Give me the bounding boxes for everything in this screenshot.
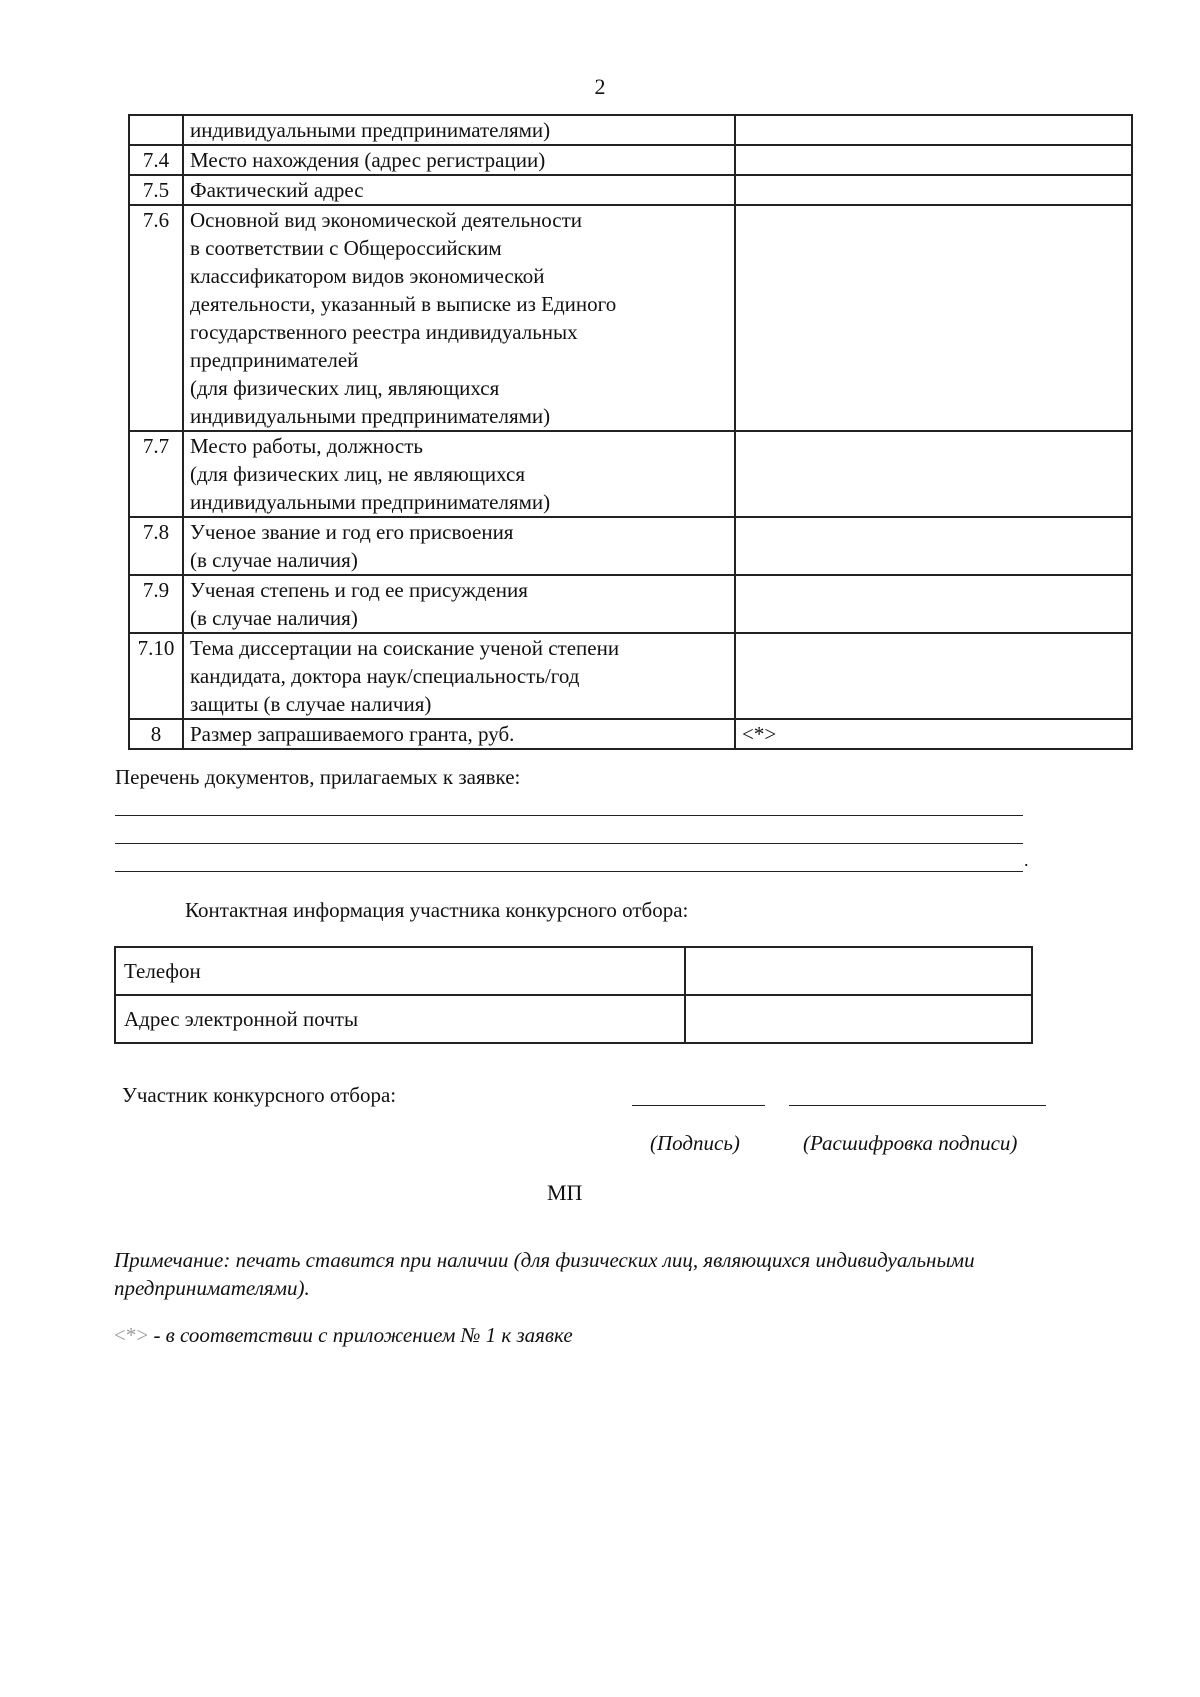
row-value-field[interactable] (735, 175, 1132, 205)
row-value-field[interactable] (735, 517, 1132, 575)
participant-label: Участник конкурсного отбора: (122, 1083, 397, 1107)
table-row (115, 947, 1032, 995)
page-number: 2 (594, 74, 606, 99)
row-number: 7.5 (129, 175, 183, 205)
documents-line-2[interactable] (115, 843, 1023, 844)
footnote-text: - в соответствии с приложением № 1 к заявке (148, 1323, 573, 1347)
table-row (129, 633, 1132, 719)
signature-line[interactable] (632, 1105, 765, 1106)
row-number (129, 115, 183, 145)
documents-line-1[interactable] (115, 815, 1023, 816)
documents-line-3[interactable] (115, 871, 1023, 872)
note: Примечание: печать ставится при наличии (для физических лиц, являющихся индивидуальными предпринимателями). (114, 1248, 975, 1300)
table-row (129, 431, 1132, 517)
table-row (129, 175, 1132, 205)
table-row (115, 995, 1032, 1043)
grant-amount-field[interactable]: <*> (735, 719, 1132, 749)
row-description: Основной вид экономической деятельности в соответствии с Общероссийским классификатором видов экономической деятельности, указанный в выписке из Единого государственного реестра индивидуальных предпринимателей (для физических лиц, являющихся индивидуальными предпринимателями) (183, 205, 735, 431)
row-number: 7.7 (129, 431, 183, 517)
table-row (129, 145, 1132, 175)
row-number: 7.8 (129, 517, 183, 575)
row-number: 7.9 (129, 575, 183, 633)
line-end-dot: . (1024, 850, 1029, 870)
contact-heading: Контактная информация участника конкурсного отбора: (185, 898, 689, 922)
documents-list-label: Перечень документов, прилагаемых к заявке: (115, 765, 521, 789)
row-description: Место нахождения (адрес регистрации) (183, 145, 735, 175)
email-field[interactable] (685, 995, 1032, 1043)
row-value-field[interactable] (735, 575, 1132, 633)
email-label: Адрес электронной почты (115, 995, 685, 1043)
row-description: Ученая степень и год ее присуждения (в случае наличия) (183, 575, 735, 633)
row-number: 8 (129, 719, 183, 749)
row-description: Тема диссертации на соискание ученой степени кандидата, доктора наук/специальность/год защиты (в случае наличия) (183, 633, 735, 719)
row-description: индивидуальными предпринимателями) (183, 115, 735, 145)
row-description: Размер запрашиваемого гранта, руб. (183, 719, 735, 749)
footnote (114, 1323, 573, 1348)
row-description: Место работы, должность (для физических лиц, не являющихся индивидуальными предпринимателями) (183, 431, 735, 517)
phone-label: Телефон (115, 947, 685, 995)
row-number: 7.4 (129, 145, 183, 175)
table-row (129, 205, 1132, 431)
stamp-label: МП (547, 1180, 583, 1205)
table-row (129, 115, 1132, 145)
table-row (129, 517, 1132, 575)
application-table (128, 114, 1133, 750)
row-value-field[interactable] (735, 633, 1132, 719)
row-value-field[interactable] (735, 431, 1132, 517)
row-number: 7.6 (129, 205, 183, 431)
row-number: 7.10 (129, 633, 183, 719)
signature-decode-line[interactable] (789, 1105, 1046, 1106)
row-value-field[interactable] (735, 145, 1132, 175)
row-description: Ученое звание и год его присвоения (в случае наличия) (183, 517, 735, 575)
signature-decode-caption: (Расшифровка подписи) (803, 1131, 1018, 1155)
phone-field[interactable] (685, 947, 1032, 995)
table-row (129, 719, 1132, 749)
row-description: Фактический адрес (183, 175, 735, 205)
row-value-field[interactable] (735, 205, 1132, 431)
table-row (129, 575, 1132, 633)
signature-caption: (Подпись) (650, 1131, 740, 1155)
row-value-field[interactable] (735, 115, 1132, 145)
footnote-marker: <*> (114, 1323, 149, 1347)
contact-table (114, 946, 1033, 1044)
